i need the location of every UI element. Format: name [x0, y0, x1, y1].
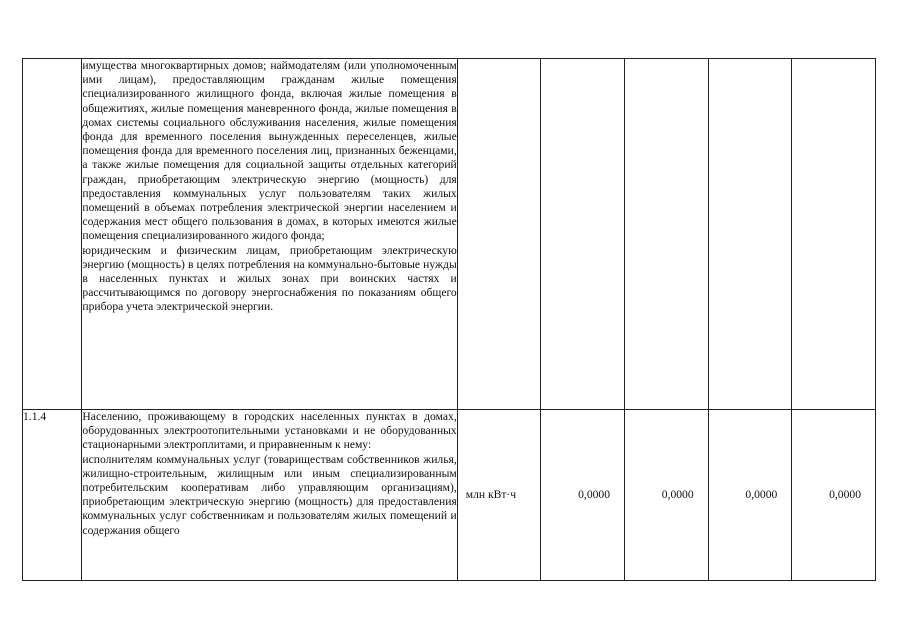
row-description	[82, 59, 457, 410]
description-paragraph: Населению, проживающему в городских населенных пунктах в домах, оборудованных электроотопительными установками и не оборудованных стационарными электроплитами, и приравненным к нему:	[82, 410, 457, 452]
row-description	[82, 410, 457, 581]
unit-cell: млн кВт·ч	[457, 410, 541, 581]
unit-cell	[457, 59, 541, 410]
description-paragraph: юридическим и физическим лицам, приобретающим электрическую энергию (мощность) в целях потребления на коммунально-бытовые нужды в населенных пунктах и жилых зонах при воинских частях и рассчитывающимся по договору энергоснабжения по показаниям общего прибора учета электрической энергии.	[82, 243, 457, 314]
value-cell: 0,0000	[792, 410, 876, 581]
value-cell: 0,0000	[625, 410, 709, 581]
value-cell	[625, 59, 709, 410]
value-cell	[792, 59, 876, 410]
description-paragraph: исполнителям коммунальных услуг (товариществам собственников жилья, жилищно-строительным, жилищным или иным специализированным потребительским кооперативам либо управляющим организациям), приобретающим электрическую энергию (мощность) для предоставления коммунальных услуг собственникам и пользователям жилых помещений и содержания общего	[82, 452, 457, 537]
value-cell	[708, 59, 792, 410]
row-number: 1.1.4	[23, 410, 82, 581]
description-paragraph: имущества многоквартирных домов; наймодателям (или уполномоченным ими лицам), предоставляющим гражданам жилые помещения специализированного жилищного фонда, включая жилые помещения в общежитиях, жилые помещения маневренного фонда, жилые помещения в домах системы социального обслуживания населения, жилые помещения фонда для временного поселения вынужденных переселенцев, жилые помещения фонда для временного поселения лиц, признанных беженцами, а также жилые помещения для социальной защиты отдельных категорий граждан, приобретающим электрическую энергию (мощность) для предоставления коммунальных услуг пользователям таких жилых помещений в объемах потребления электрической энергии населением и содержания мест общего пользования в домах, в которых имеются жилые помещения специализированного жидого фонда;	[82, 59, 457, 243]
value-cell: 0,0000	[708, 410, 792, 581]
value-cell: 0,0000	[541, 410, 625, 581]
value-cell	[541, 59, 625, 410]
tariff-table	[22, 58, 876, 581]
row-number	[23, 59, 82, 410]
table-row	[23, 59, 876, 410]
table-row	[23, 410, 876, 581]
